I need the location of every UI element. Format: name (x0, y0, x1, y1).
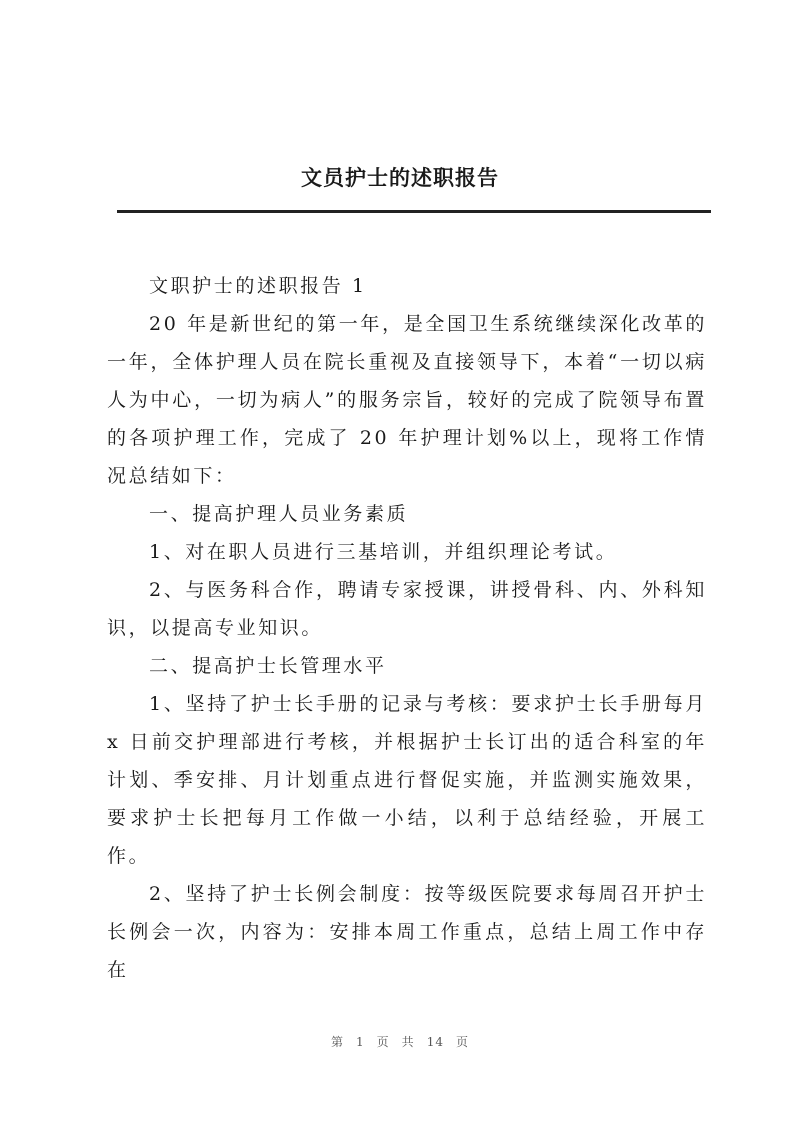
footer-page-label: 第 (331, 1035, 345, 1049)
footer-page-number: 1 (356, 1035, 365, 1049)
footer-page-unit: 页 (376, 1035, 390, 1049)
section-2-item-1: 1、坚持了护士长手册的记录与考核：要求护士长手册每月 x 日前交护理部进行考核，并根据护士长订出的适合科室的年计划、季安排、月计划重点进行督促实施，并监测实施效果，要求护士长把每月工作做一小结，以利于总结经验，开展工作。 (107, 693, 707, 867)
section-2-item-2: 2、坚持了护士长例会制度：按等级医院要求每周召开护士长例会一次，内容为：安排本周工作重点，总结上周工作中存在 (107, 883, 707, 981)
document-body (107, 267, 707, 989)
page-footer (0, 1033, 800, 1050)
report-heading: 文职护士的述职报告 1 (149, 275, 367, 297)
footer-total-pages: 14 (426, 1035, 444, 1049)
section-heading-2: 二、提高护士长管理水平 (149, 655, 387, 677)
section-1-item-1: 1、对在职人员进行三基培训，并组织理论考试。 (149, 541, 618, 563)
section-1-item-2: 2、与医务科合作，聘请专家授课，讲授骨科、内、外科知识，以提高专业知识。 (107, 579, 707, 639)
section-heading-1: 一、提高护理人员业务素质 (149, 503, 409, 525)
intro-paragraph: 20 年是新世纪的第一年，是全国卫生系统继续深化改革的一年，全体护理人员在院长重视及直接领导下，本着“一切以病人为中心，一切为病人”的服务宗旨，较好的完成了院领导布置的各项护理工作，完成了 20 年护理计划%以上，现将工作情况总结如下： (107, 313, 707, 487)
document-title: 文员护士的述职报告 (301, 165, 499, 190)
footer-total-label: 共 (401, 1035, 415, 1049)
footer-total-unit: 页 (455, 1035, 469, 1049)
title-divider (117, 210, 711, 213)
